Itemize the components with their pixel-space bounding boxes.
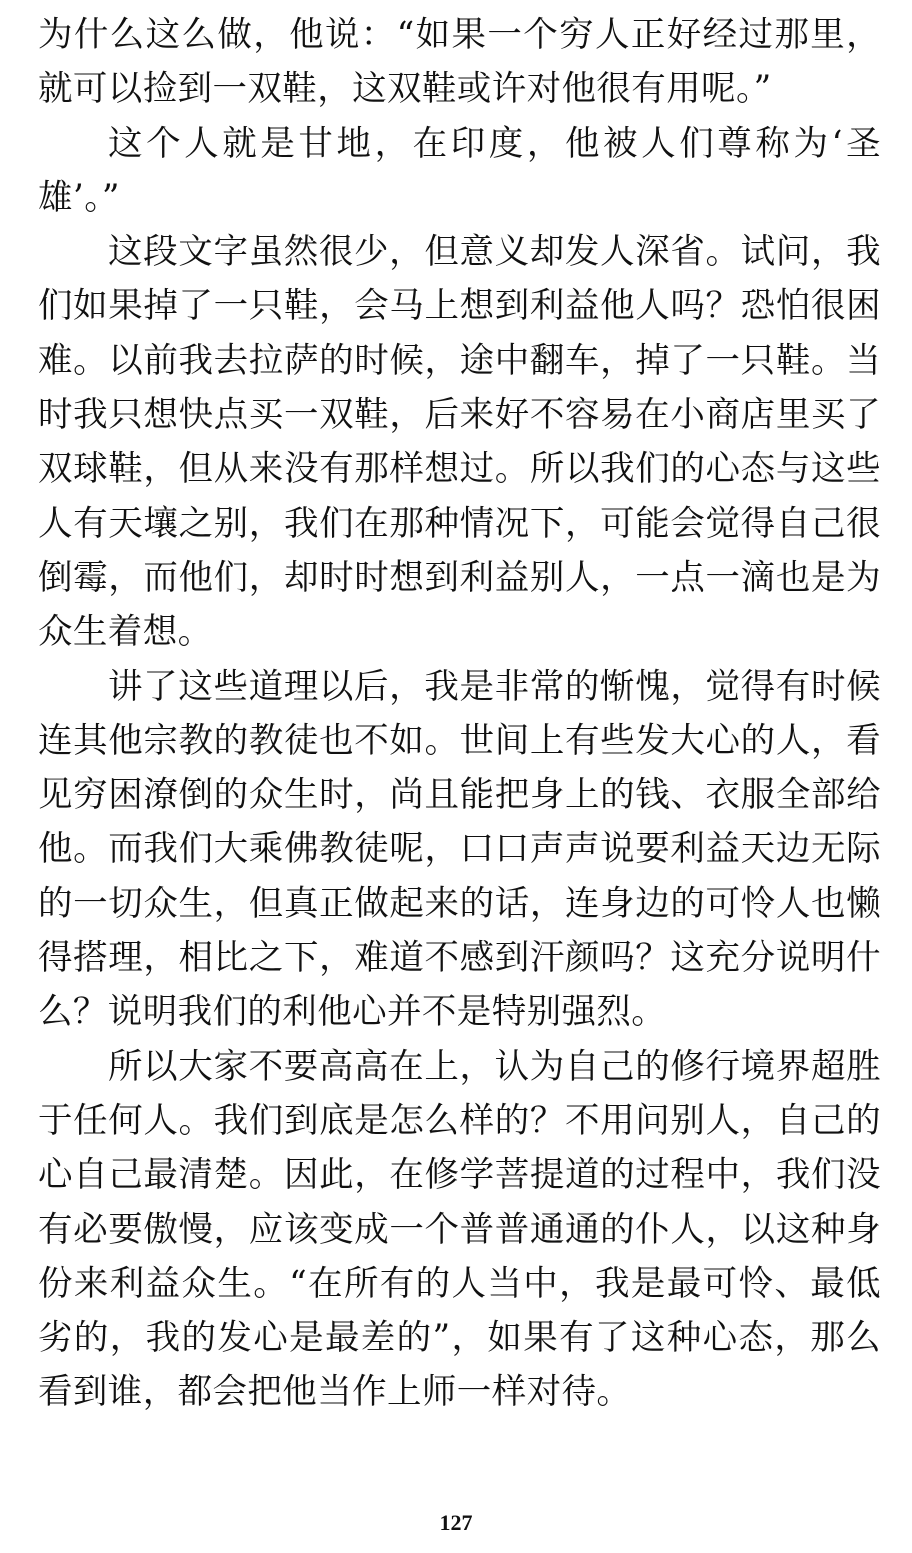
paragraph-1: 为什么这么做，他说：“如果一个穷人正好经过那里，就可以捡到一双鞋，这双鞋或许对他很有用呢。”	[38, 15, 881, 110]
page-body	[38, 8, 881, 1420]
paragraph-4: 讲了这些道理以后，我是非常的惭愧，觉得有时候连其他宗教的教徒也不如。世间上有些发大心的人，看见穷困潦倒的众生时，尚且能把身上的钱、衣服全部给他。而我们大乘佛教徒呢，口口声声说要利益天边无际的一切众生，但真正做起来的话，连身边的可怜人也懒得搭理，相比之下，难道不感到汗颜吗？这充分说明什么？说明我们的利他心并不是特别强烈。	[38, 666, 881, 1033]
paragraph-3: 这段文字虽然很少，但意义却发人深省。试问，我们如果掉了一只鞋，会马上想到利益他人吗？恐怕很困难。以前我去拉萨的时候，途中翻车，掉了一只鞋。当时我只想快点买一双鞋，后来好不容易在小商店里买了双球鞋，但从来没有那样想过。所以我们的心态与这些人有天壤之别，我们在那种情况下，可能会觉得自己很倒霉，而他们，却时时想到利益别人，一点一滴也是为众生着想。	[38, 232, 881, 653]
paragraph-2: 这个人就是甘地，在印度，他被人们尊称为‘圣雄’。”	[38, 123, 881, 218]
page-number: 127	[439, 1510, 473, 1535]
paragraph-5: 所以大家不要高高在上，认为自己的修行境界超胜于任何人。我们到底是怎么样的？不用问别人，自己的心自己最清楚。因此，在修学菩提道的过程中，我们没有必要傲慢，应该变成一个普普通通的仆人，以这种身份来利益众生。“在所有的人当中，我是最可怜、最低劣的，我的发心是最差的”，如果有了这种心态，那么看到谁，都会把他当作上师一样对待。	[38, 1046, 881, 1413]
